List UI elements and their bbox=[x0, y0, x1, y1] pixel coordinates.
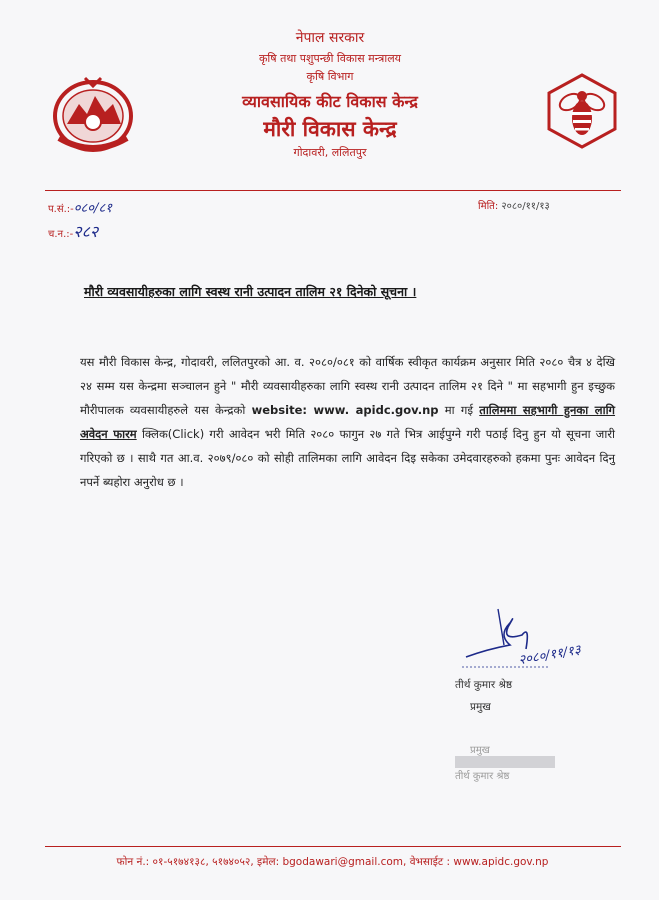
dispatch-number bbox=[48, 220, 98, 242]
footer-contact: फोन नं.: ०१-५१७४१३८, ५१७४०५२, इमेल: bgodawari@gmail.com, वेभसाईट : www.apidc.gov.np bbox=[116, 856, 549, 868]
body-part-2: मा गई bbox=[444, 403, 473, 417]
date-label: मिति: bbox=[478, 201, 499, 212]
notice-body bbox=[80, 350, 615, 494]
signature-date: २०८०/११/१३ bbox=[517, 642, 582, 669]
letter-number-label: प.सं.:- bbox=[48, 204, 74, 215]
letter-number bbox=[48, 198, 112, 216]
nepal-emblem-icon bbox=[45, 72, 141, 158]
location: गोदावरी, ललितपुर bbox=[293, 146, 367, 159]
dispatch-number-label: च.न.:- bbox=[48, 229, 74, 240]
signer-name: तीर्थ कुमार श्रेष्ठ bbox=[455, 679, 513, 691]
signer-title: प्रमुख bbox=[470, 701, 491, 713]
date-value: २०८०/११/१३ bbox=[501, 201, 550, 212]
stamp-name: तीर्थ कुमार श्रेष्ठ bbox=[455, 771, 510, 782]
letterhead bbox=[200, 30, 460, 160]
header-divider bbox=[45, 190, 621, 191]
dispatch-number-value: २८२ bbox=[73, 222, 99, 241]
center-name-line2: मौरी विकास केन्द्र bbox=[263, 117, 397, 141]
stamp-smudge bbox=[455, 756, 555, 768]
footer-divider bbox=[45, 846, 621, 847]
center-name-line1: व्यावसायिक कीट विकास केन्द्र bbox=[242, 92, 418, 111]
application-form-link[interactable]: तालिममा सहभागी हुनका लागि अवेदन फारम bbox=[80, 403, 616, 441]
department-name: कृषि विभाग bbox=[306, 70, 354, 83]
letter-number-value: ०८०/८१ bbox=[73, 201, 112, 216]
notice-subject: मौरी व्यवसायीहरुका लागि स्वस्थ रानी उत्पादन तालिम २१ दिनेको सूचना । bbox=[84, 284, 417, 299]
body-part-3: क्लिक(Click) गरी आवेदन भरी मिति २०८० फागुन २७ गते भित्र आईपुग्ने गरी पठाई दिनु हुन यो सूचना जारी गरिएको छ । साथै गत आ.व. २०७९/०८० को सोही तालिमका लागि आवेदन दिइ सकेका उमेदवारहरुको हकमा पुनः आवेदन दिनु नपर्ने ब्यहोरा अनुरोध छ । bbox=[80, 427, 616, 489]
body-part-1: यस मौरी विकास केन्द्र, गोदावरी, ललितपुरको आ. व. २०८०/०८१ को वार्षिक स्वीकृत कार्यक्रम अनुसार मिति २०८० चैत्र ४ देखि २४ सम्म यस केन्द्रमा सञ्चालन हुने " मौरी व्यवसायीहरुका लागि स्वस्थ रानी उत्पादन तालिम २१ दिने " मा सहभागी हुन इच्छुक मौरीपालक व्यवसायीहरुले यस केन्द्रको bbox=[80, 355, 615, 417]
bee-logo-icon bbox=[543, 72, 621, 150]
stamp-title: प्रमुख bbox=[470, 745, 490, 756]
letter-date bbox=[478, 198, 550, 212]
ministry-name: कृषि तथा पशुपन्छी विकास मन्त्रालय bbox=[258, 52, 402, 65]
website-address: website: www. apidc.gov.np bbox=[251, 403, 439, 417]
government-name: नेपाल सरकार bbox=[295, 30, 365, 46]
